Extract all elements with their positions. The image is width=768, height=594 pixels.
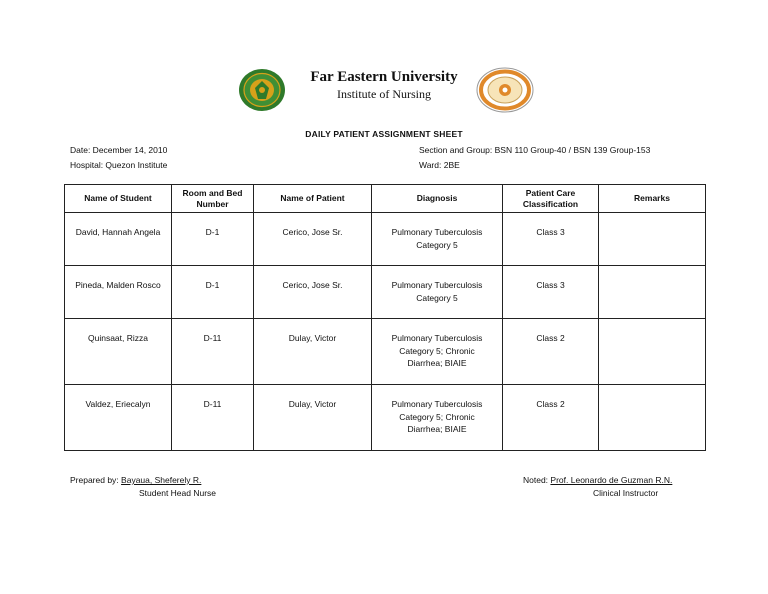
cell-care: Class 3 xyxy=(503,266,599,319)
cell-room: D-11 xyxy=(172,319,254,385)
table-row xyxy=(65,266,706,319)
cell-remarks xyxy=(599,213,706,266)
table-header-row xyxy=(65,185,706,213)
noted-role: Clinical Instructor xyxy=(593,488,659,498)
university-name: Far Eastern University xyxy=(310,69,458,85)
cell-remarks xyxy=(599,266,706,319)
noted-name: Prof. Leonardo de Guzman R.N. xyxy=(550,475,673,485)
prepared-by xyxy=(70,475,201,485)
cell-room: D-1 xyxy=(172,266,254,319)
header-patient: Name of Patient xyxy=(254,185,372,213)
table-row xyxy=(65,385,706,451)
cell-diagnosis: Pulmonary Tuberculosis Category 5; Chronic Diarrhea; BIAIE xyxy=(372,385,503,451)
cell-patient: Cerico, Jose Sr. xyxy=(254,266,372,319)
nursing-seal-logo xyxy=(476,67,534,113)
table-row xyxy=(65,213,706,266)
cell-student: Quinsaat, Rizza xyxy=(65,319,172,385)
table-row xyxy=(65,319,706,385)
cell-patient: Dulay, Victor xyxy=(254,319,372,385)
cell-diagnosis: Pulmonary Tuberculosis Category 5 xyxy=(372,213,503,266)
header-remarks: Remarks xyxy=(599,185,706,213)
prepared-label: Prepared by: xyxy=(70,475,119,485)
cell-diagnosis: Pulmonary Tuberculosis Category 5 xyxy=(372,266,503,319)
header-student: Name of Student xyxy=(65,185,172,213)
prepared-name: Bayaua, Sheferely R. xyxy=(121,475,202,485)
cell-care: Class 2 xyxy=(503,319,599,385)
header-care: Patient Care Classification xyxy=(503,185,599,213)
institute-name: Institute of Nursing xyxy=(337,87,431,101)
assignment-table xyxy=(64,184,706,451)
prepared-role: Student Head Nurse xyxy=(139,488,217,498)
section-field: Section and Group: BSN 110 Group-40 / BSN 139 Group-153 xyxy=(419,145,651,155)
header-room: Room and Bed Number xyxy=(172,185,254,213)
cell-patient: Cerico, Jose Sr. xyxy=(254,213,372,266)
cell-care: Class 3 xyxy=(503,213,599,266)
noted-by xyxy=(523,475,672,485)
cell-diagnosis: Pulmonary Tuberculosis Category 5; Chronic Diarrhea; BIAIE xyxy=(372,319,503,385)
header-diagnosis: Diagnosis xyxy=(372,185,503,213)
cell-student: Pineda, Malden Rosco xyxy=(65,266,172,319)
university-heading xyxy=(290,68,478,102)
date-field: Date: December 14, 2010 xyxy=(70,145,168,155)
noted-label: Noted: xyxy=(523,475,549,485)
cell-patient: Dulay, Victor xyxy=(254,385,372,451)
cell-room: D-11 xyxy=(172,385,254,451)
cell-care: Class 2 xyxy=(503,385,599,451)
sheet-title: DAILY PATIENT ASSIGNMENT SHEET xyxy=(305,129,463,139)
cell-room: D-1 xyxy=(172,213,254,266)
cell-remarks xyxy=(599,319,706,385)
ward-field: Ward: 2BE xyxy=(419,160,460,170)
cell-remarks xyxy=(599,385,706,451)
feu-seal-logo xyxy=(238,68,286,112)
cell-student: Valdez, Eriecalyn xyxy=(65,385,172,451)
hospital-field: Hospital: Quezon Institute xyxy=(70,160,168,170)
cell-student: David, Hannah Angela xyxy=(65,213,172,266)
